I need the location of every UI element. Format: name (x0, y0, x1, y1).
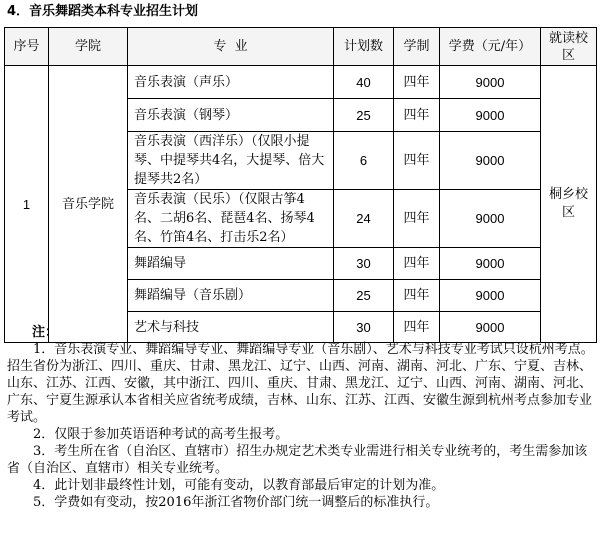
duration-cell: 四年 (394, 312, 440, 343)
header-major: 专 业 (128, 28, 334, 66)
note-item: 5．学费如有变动，按2016年浙江省物价部门统一调整后的标准执行。 (33, 495, 439, 510)
quota-cell: 40 (334, 66, 394, 99)
quota-cell: 30 (334, 248, 394, 280)
duration-cell: 四年 (394, 132, 440, 190)
major-cell: 音乐表演（民乐）（仅限古筝4名、二胡6名、琵琶4名、扬琴4名、竹笛4名、打击乐2名） (128, 190, 334, 248)
note-item: 1．音乐表演专业、舞蹈编导专业、舞蹈编导专业（音乐剧）、艺术与科技专业考试只设杭州考点。招生省份为浙江、四川、重庆、甘肃、黑龙江、辽宁、山西、河南、湖南、河北、广东、宁夏、吉林、山东、江苏、江西、安徽，其中浙江、四川、重庆、甘肃、黑龙江、辽宁、山西、河南、湖南、河北、广东、宁夏生源承认本省相关应省统考成绩，吉林、山东、江苏、江西、安徽生源到杭州考点参加专业考试。 (7, 342, 594, 425)
duration-cell: 四年 (394, 280, 440, 312)
fee-cell: 9000 (440, 280, 541, 312)
header-seq: 序号 (5, 28, 49, 66)
header-college: 学院 (49, 28, 128, 66)
quota-cell: 6 (334, 132, 394, 190)
fee-cell: 9000 (440, 132, 541, 190)
header-quota: 计划数 (334, 28, 394, 66)
fee-cell: 9000 (440, 190, 541, 248)
duration-cell: 四年 (394, 99, 440, 132)
quota-cell: 25 (334, 99, 394, 132)
section-heading: 4．音乐舞蹈类本科专业招生计划 (7, 4, 199, 19)
table-row (5, 66, 597, 99)
fee-cell: 9000 (440, 99, 541, 132)
notes-title: 注： (32, 325, 59, 340)
major-cell: 舞蹈编导 (128, 248, 334, 280)
note-item: 3．考生所在省（自治区、直辖市）招生办规定艺术类专业需进行相关专业统考的，考生需参加该省（自治区、直辖市）相关专业统考。 (7, 444, 588, 476)
major-cell: 舞蹈编导（音乐剧） (128, 280, 334, 312)
enrollment-plan-table (4, 27, 597, 343)
duration-cell: 四年 (394, 190, 440, 248)
quota-cell: 24 (334, 190, 394, 248)
major-cell: 艺术与科技 (128, 312, 334, 343)
header-duration: 学制 (394, 28, 440, 66)
major-cell: 音乐表演（西洋乐）（仅限小提琴、中提琴共4名，大提琴、倍大提琴共2名） (128, 132, 334, 190)
fee-cell: 9000 (440, 66, 541, 99)
quota-cell: 30 (334, 312, 394, 343)
duration-cell: 四年 (394, 66, 440, 99)
note-item: 4．此计划非最终性计划，可能有变动，以教育部最后审定的计划为准。 (33, 478, 445, 493)
table-header-row (5, 28, 597, 66)
fee-cell: 9000 (440, 248, 541, 280)
notes-section (7, 324, 595, 511)
note-item: 2．仅限于参加英语语种考试的高考生报考。 (33, 427, 289, 442)
major-cell: 音乐表演（钢琴） (128, 99, 334, 132)
fee-cell: 9000 (440, 312, 541, 343)
header-campus: 就读校区 (541, 28, 597, 66)
college-cell: 音乐学院 (49, 66, 128, 343)
quota-cell: 25 (334, 280, 394, 312)
campus-cell: 桐乡校区 (541, 66, 597, 343)
duration-cell: 四年 (394, 248, 440, 280)
seq-cell: 1 (5, 66, 49, 343)
major-cell: 音乐表演（声乐） (128, 66, 334, 99)
header-fee: 学费（元/年） (440, 28, 541, 66)
